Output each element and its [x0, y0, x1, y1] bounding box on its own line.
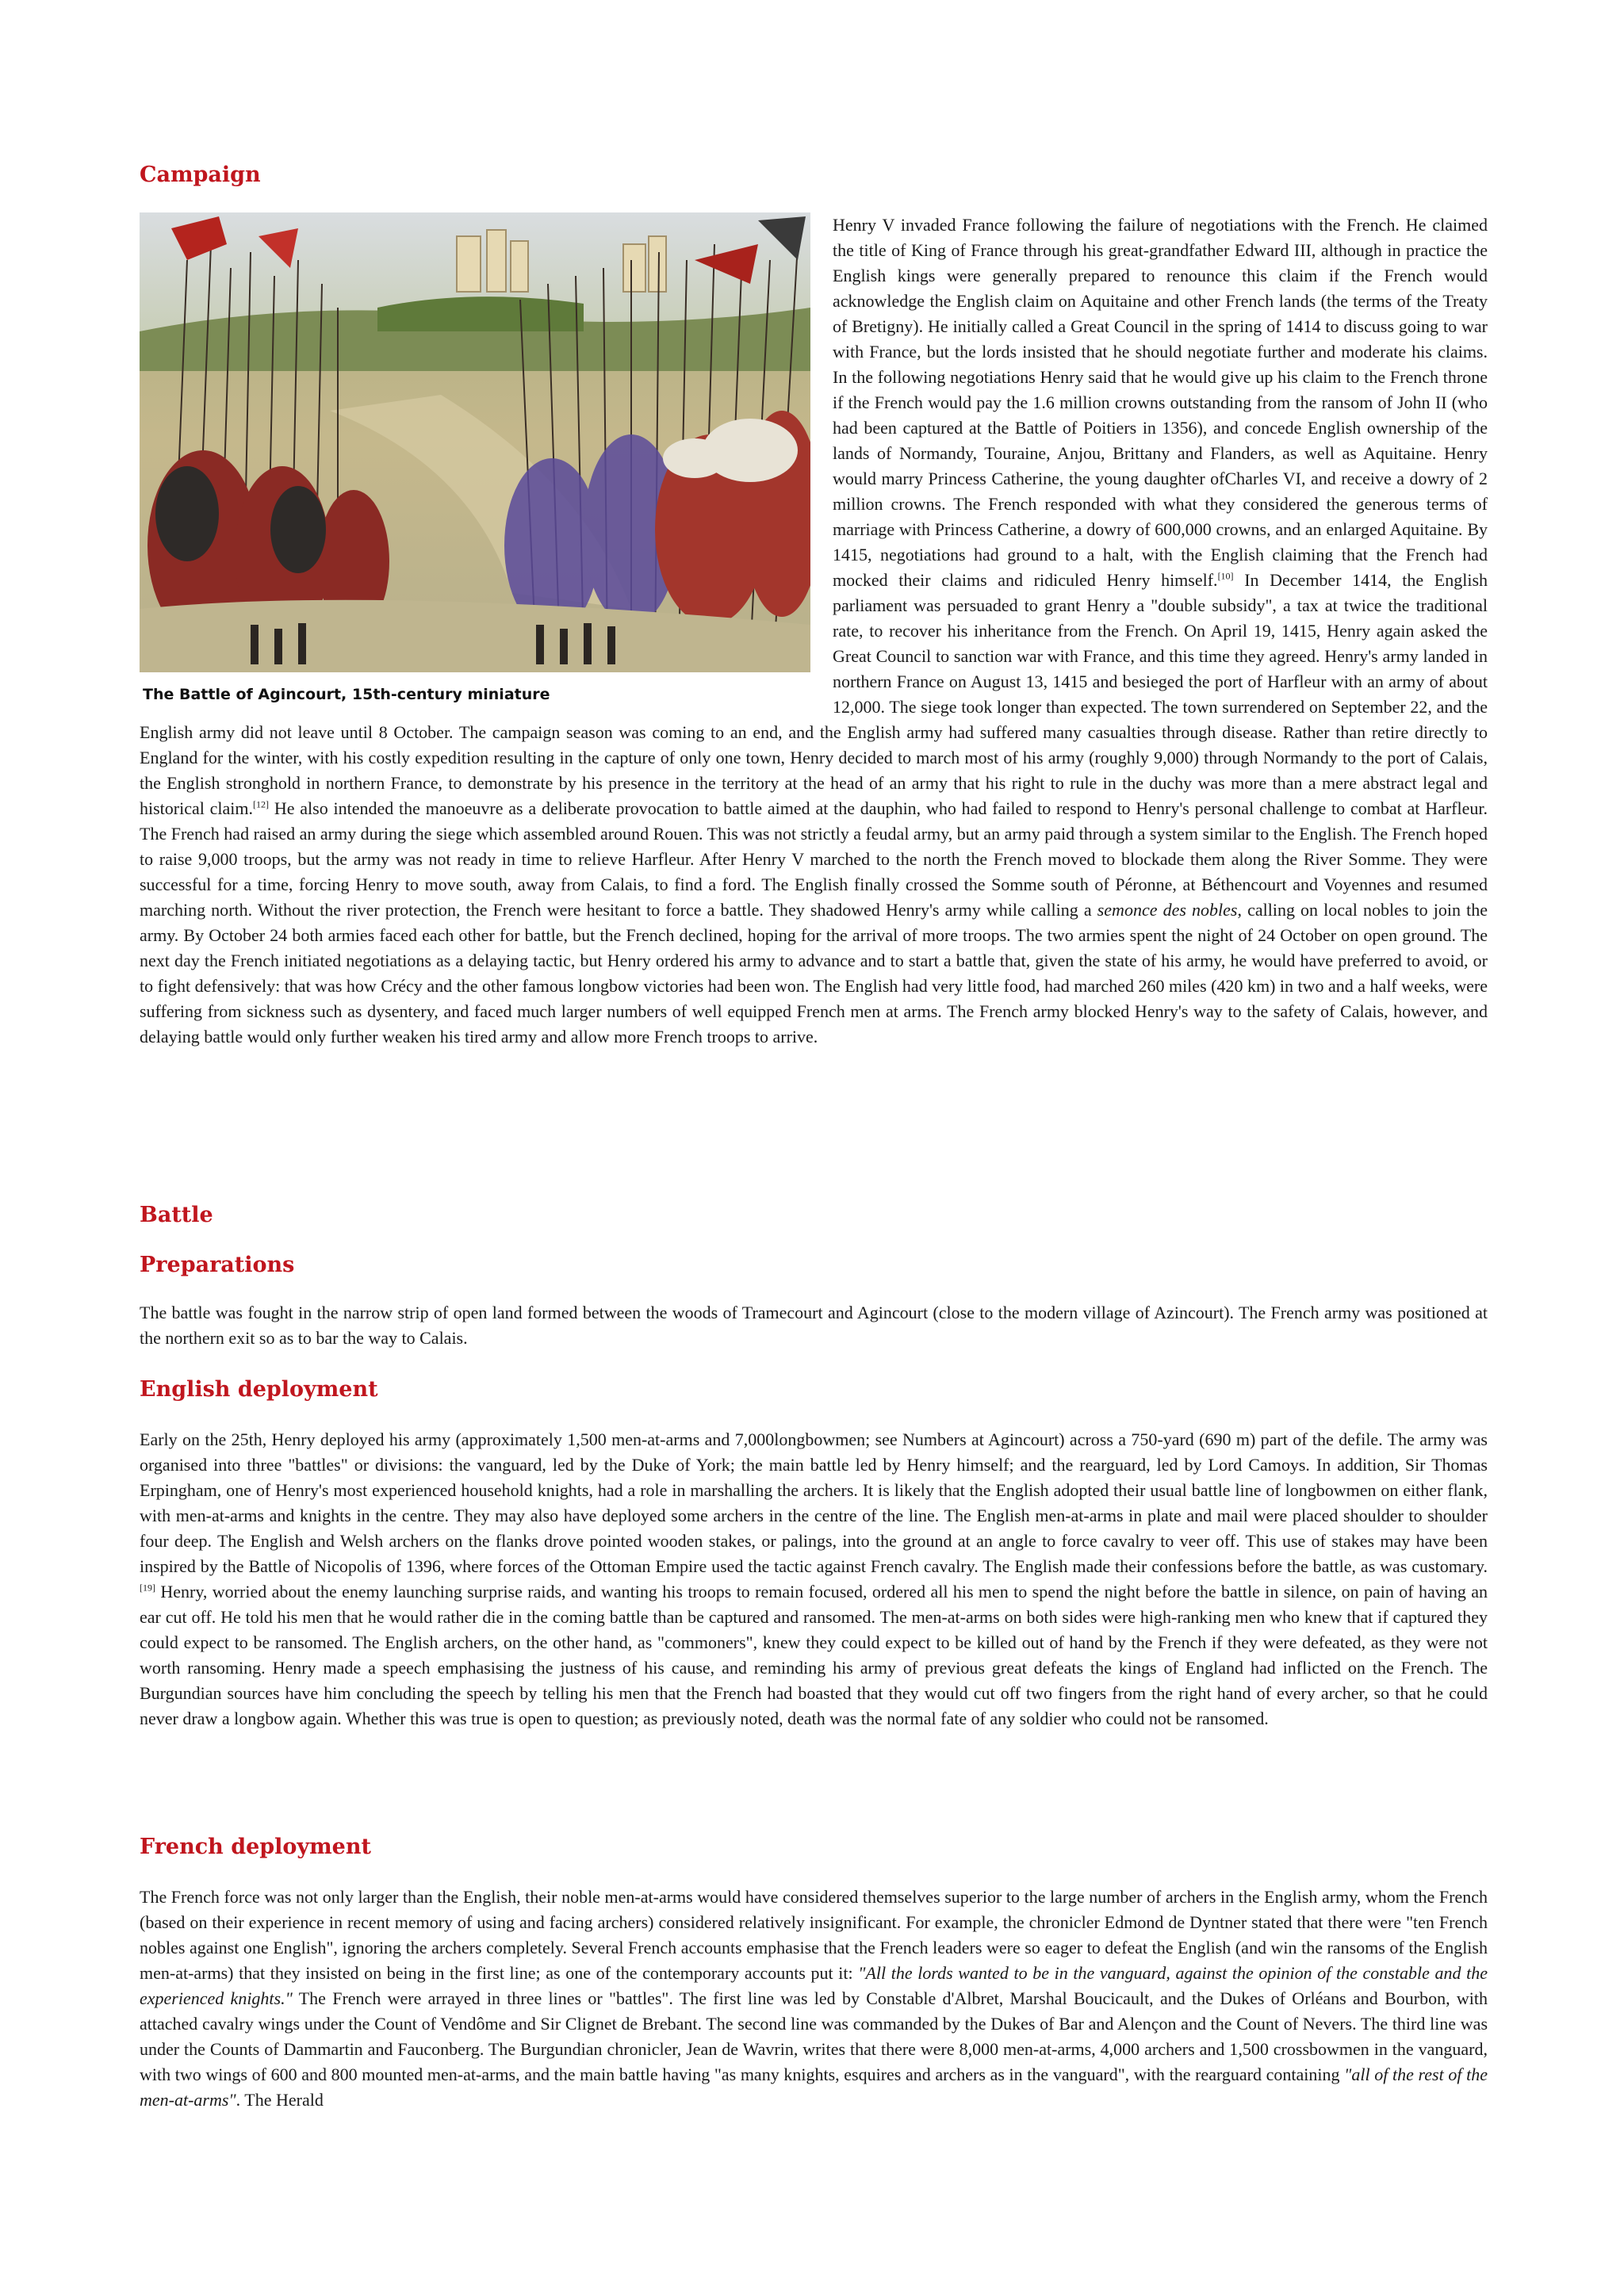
figure-caption: The Battle of Agincourt, 15th-century miniature — [143, 686, 550, 703]
battle-miniature-image — [140, 212, 810, 672]
english-deployment-paragraph — [140, 1427, 1488, 1732]
campaign-text-2: In December 1414, the English parliament was persuaded to grant Henry a "double subsidy", a tax at twice the traditional rate, to recover his inheritance from the French. On April 19, 1415, Henry again asked the Great Council to sanction war with France, and this time they agreed. Henry's army landed in northern France on August 13, 1415 and besieged the port of Harfleur with an army of about 12,000. The siege took longer than expected. The town surrendered on September 22, and the English army did not leave until 8 October. The campaign season was coming to an end, and the English army had suffered many casualties through disease. Rather than retire directly to England for the winter, with his costly expedition resulting in the capture of only one town, Henry decided to march most of his army (roughly 9,000) through Normandy to the port of Calais, the English stronghold in northern France, to demonstrate by his presence in the territory at the head of an army that his right to rule in the duchy was more than a mere abstract legal and historical claim. — [140, 570, 1488, 818]
french-text-2: The French were arrayed in three lines or "battles". The first line was led by Constable d'Albret, Marshal Boucicault, and the Dukes of Orléans and Bourbon, with attached cavalry wings under the Count of Vendôme and Sir Clignet de Brebant. The second line was commanded by the Dukes of Bar and Alençon and the Count of Nevers. The third line was under the Counts of Dammartin and Fauconberg. The Burgundian chronicler, Jean de Wavrin, writes that there were 8,000 men-at-arms, 4,000 archers and 1,500 crossbowmen in the vanguard, with two wings of 600 and 800 mounted men-at-arms, and the main battle having "as many knights, esquires and archers as in the vanguard", with the rearguard containing — [140, 1988, 1488, 2084]
figure — [140, 212, 810, 712]
heading-french-deployment: French deployment — [140, 1835, 371, 1859]
heading-preparations: Preparations — [140, 1253, 295, 1277]
preparations-paragraph: The battle was fought in the narrow strip of open land formed between the woods of Tramecourt and Agincourt (close to the modern village of Azincourt). The French army was positioned at the northern exit so as to bar the way to Calais. — [140, 1303, 1488, 1348]
campaign-paragraph — [140, 212, 1488, 1050]
heading-campaign: Campaign — [140, 163, 261, 187]
campaign-italic-term: semonce des nobles — [1097, 900, 1238, 920]
french-text-1: The French force was not only larger than the English, their noble men-at-arms would have considered themselves superior to the large number of archers in the English army, whom the French (based on their experience in recent memory of using and facing archers) considered relatively insignificant. For example, the chronicler Edmond de Dyntner stated that there were "ten French nobles against one English", ignoring the archers completely. Several French accounts emphasise that the French leaders were so eager to defeat the English (and win the ransoms of the English men-at-arms) that they insisted on being in the first line; as one of the contemporary accounts put it: — [140, 1887, 1488, 1983]
citation-12[interactable]: [12] — [253, 798, 270, 810]
english-text-2: Henry, worried about the enemy launching surprise raids, and wanting his troops to remain focused, ordered all his men to spend the night before the battle in silence, on pain of having an ear cut off. He told his men that he would rather die in the coming battle than be captured and ransomed. The men-at-arms on both sides were high-ranking men who knew that if captured they could expect to be ransomed. The English archers, on the other hand, as "commoners", knew they could expect to be killed out of hand by the French if they were defeated, as they were not worth ransoming. Henry made a speech emphasising the justness of his cause, and reminding his army of previous great defeats the kings of England had inflicted on the French. The Burgundian sources have him concluding the speech by telling his men that the French had boasted that they would cut off two fingers from the right hand of every archer, so that he could never draw a longbow again. Whether this was true is open to question; as previously noted, death was the normal fate of any soldier who could not be ransomed. — [140, 1582, 1488, 1728]
campaign-text-1: Henry V invaded France following the failure of negotiations with the French. He claimed the title of King of France through his great-grandfather Edward III, although in practice the English kings were generally prepared to renounce this claim if the French would acknowledge the English claim on Aquitaine and other French lands (the terms of the Treaty of Bretigny). He initially called a Great Council in the spring of 1414 to discuss going to war with France, but the lords insisted that he should negotiate further and moderate his claims. In the following negotiations Henry said that he would give up his claim to the French throne if the French would pay the 1.6 million crowns outstanding from the ransom of John II (who had been captured at the Battle of Poitiers in 1356), and concede English ownership of the lands of Normandy, Touraine, Anjou, Brittany and Flanders, as well as Aquitaine. Henry would marry Princess Catherine, the young daughter ofCharles VI, and receive a dowry of 2 million crowns. The French responded with what they considered the generous terms of marriage with Princess Catherine, a dowry of 600,000 crowns, and an enlarged Aquitaine. By 1415, negotiations had ground to a halt, with the English claiming that the French had mocked their claims and ridiculed Henry himself. — [833, 215, 1488, 590]
french-text-3: . The Herald — [236, 2090, 324, 2110]
citation-10[interactable]: [10] — [1217, 570, 1234, 582]
french-italic-quote-1: "All the lords wanted to be in the vanguard, against the opinion of the constable and the experienced knights." — [140, 1963, 1488, 2008]
heading-english-deployment: English deployment — [140, 1377, 378, 1402]
campaign-text-3: He also intended the manoeuvre as a deliberate provocation to battle aimed at the dauphin, who had failed to respond to Henry's personal challenge to combat at Harfleur. The French had raised an army during the siege which assembled around Rouen. This was not strictly a feudal army, but an army paid through a system similar to the English. The French hoped to raise 9,000 troops, but the army was not ready in time to relieve Harfleur. After Henry V marched to the north the French moved to blockade them along the River Somme. They were successful for a time, forcing Henry to move south, away from Calais, to find a ford. The English finally crossed the Somme south of Péronne, at Béthencourt and Voyennes and resumed marching north. Without the river protection, the French were hesitant to force a battle. They shadowed Henry's army while calling a — [140, 798, 1488, 920]
french-italic-quote-2: "all of the rest of the men-at-arms" — [140, 2064, 1488, 2110]
campaign-text-4: , calling on local nobles to join the army. By October 24 both armies faced each other for battle, but the French declined, hoping for the arrival of more troops. The two armies spent the night of 24 October on open ground. The next day the French initiated negotiations as a delaying tactic, but Henry ordered his army to advance and to start a battle that, given the state of his army, he would have preferred to avoid, or to fight defensively: that was how Crécy and the other famous longbow victories had been won. The English had very little food, had marched 260 miles (420 km) in two and a half weeks, were suffering from sickness such as dysentery, and faced much larger numbers of well equipped French men at arms. The French army blocked Henry's way to the safety of Calais, however, and delaying battle would only further weaken his tired army and allow more French troops to arrive. — [140, 900, 1488, 1047]
citation-19[interactable]: [19] — [140, 1582, 155, 1594]
heading-battle: Battle — [140, 1203, 213, 1227]
french-deployment-paragraph — [140, 1885, 1488, 2113]
english-text-1: Early on the 25th, Henry deployed his army (approximately 1,500 men-at-arms and 7,000longbowmen; see Numbers at Agincourt) across a 750-yard (690 m) part of the defile. The army was organised into three "battles" or divisions: the vanguard, led by the Duke of York; the main battle led by Henry himself; and the rearguard, led by Lord Camoys. In addition, Sir Thomas Erpingham, one of Henry's most experienced household knights, had a role in marshalling the archers. It is likely that the English adopted their usual battle line of longbowmen on either flank, with men-at-arms and knights in the centre. They may also have deployed some archers in the centre of the line. The English men-at-arms in plate and mail were placed shoulder to shoulder four deep. The English and Welsh archers on the flanks drove pointed wooden stakes, or palings, into the ground at an angle to force cavalry to veer off. This use of stakes may have been inspired by the Battle of Nicopolis of 1396, where forces of the Ottoman Empire used the tactic against French cavalry. The English made their confessions before the battle, as was customary. — [140, 1429, 1488, 1576]
